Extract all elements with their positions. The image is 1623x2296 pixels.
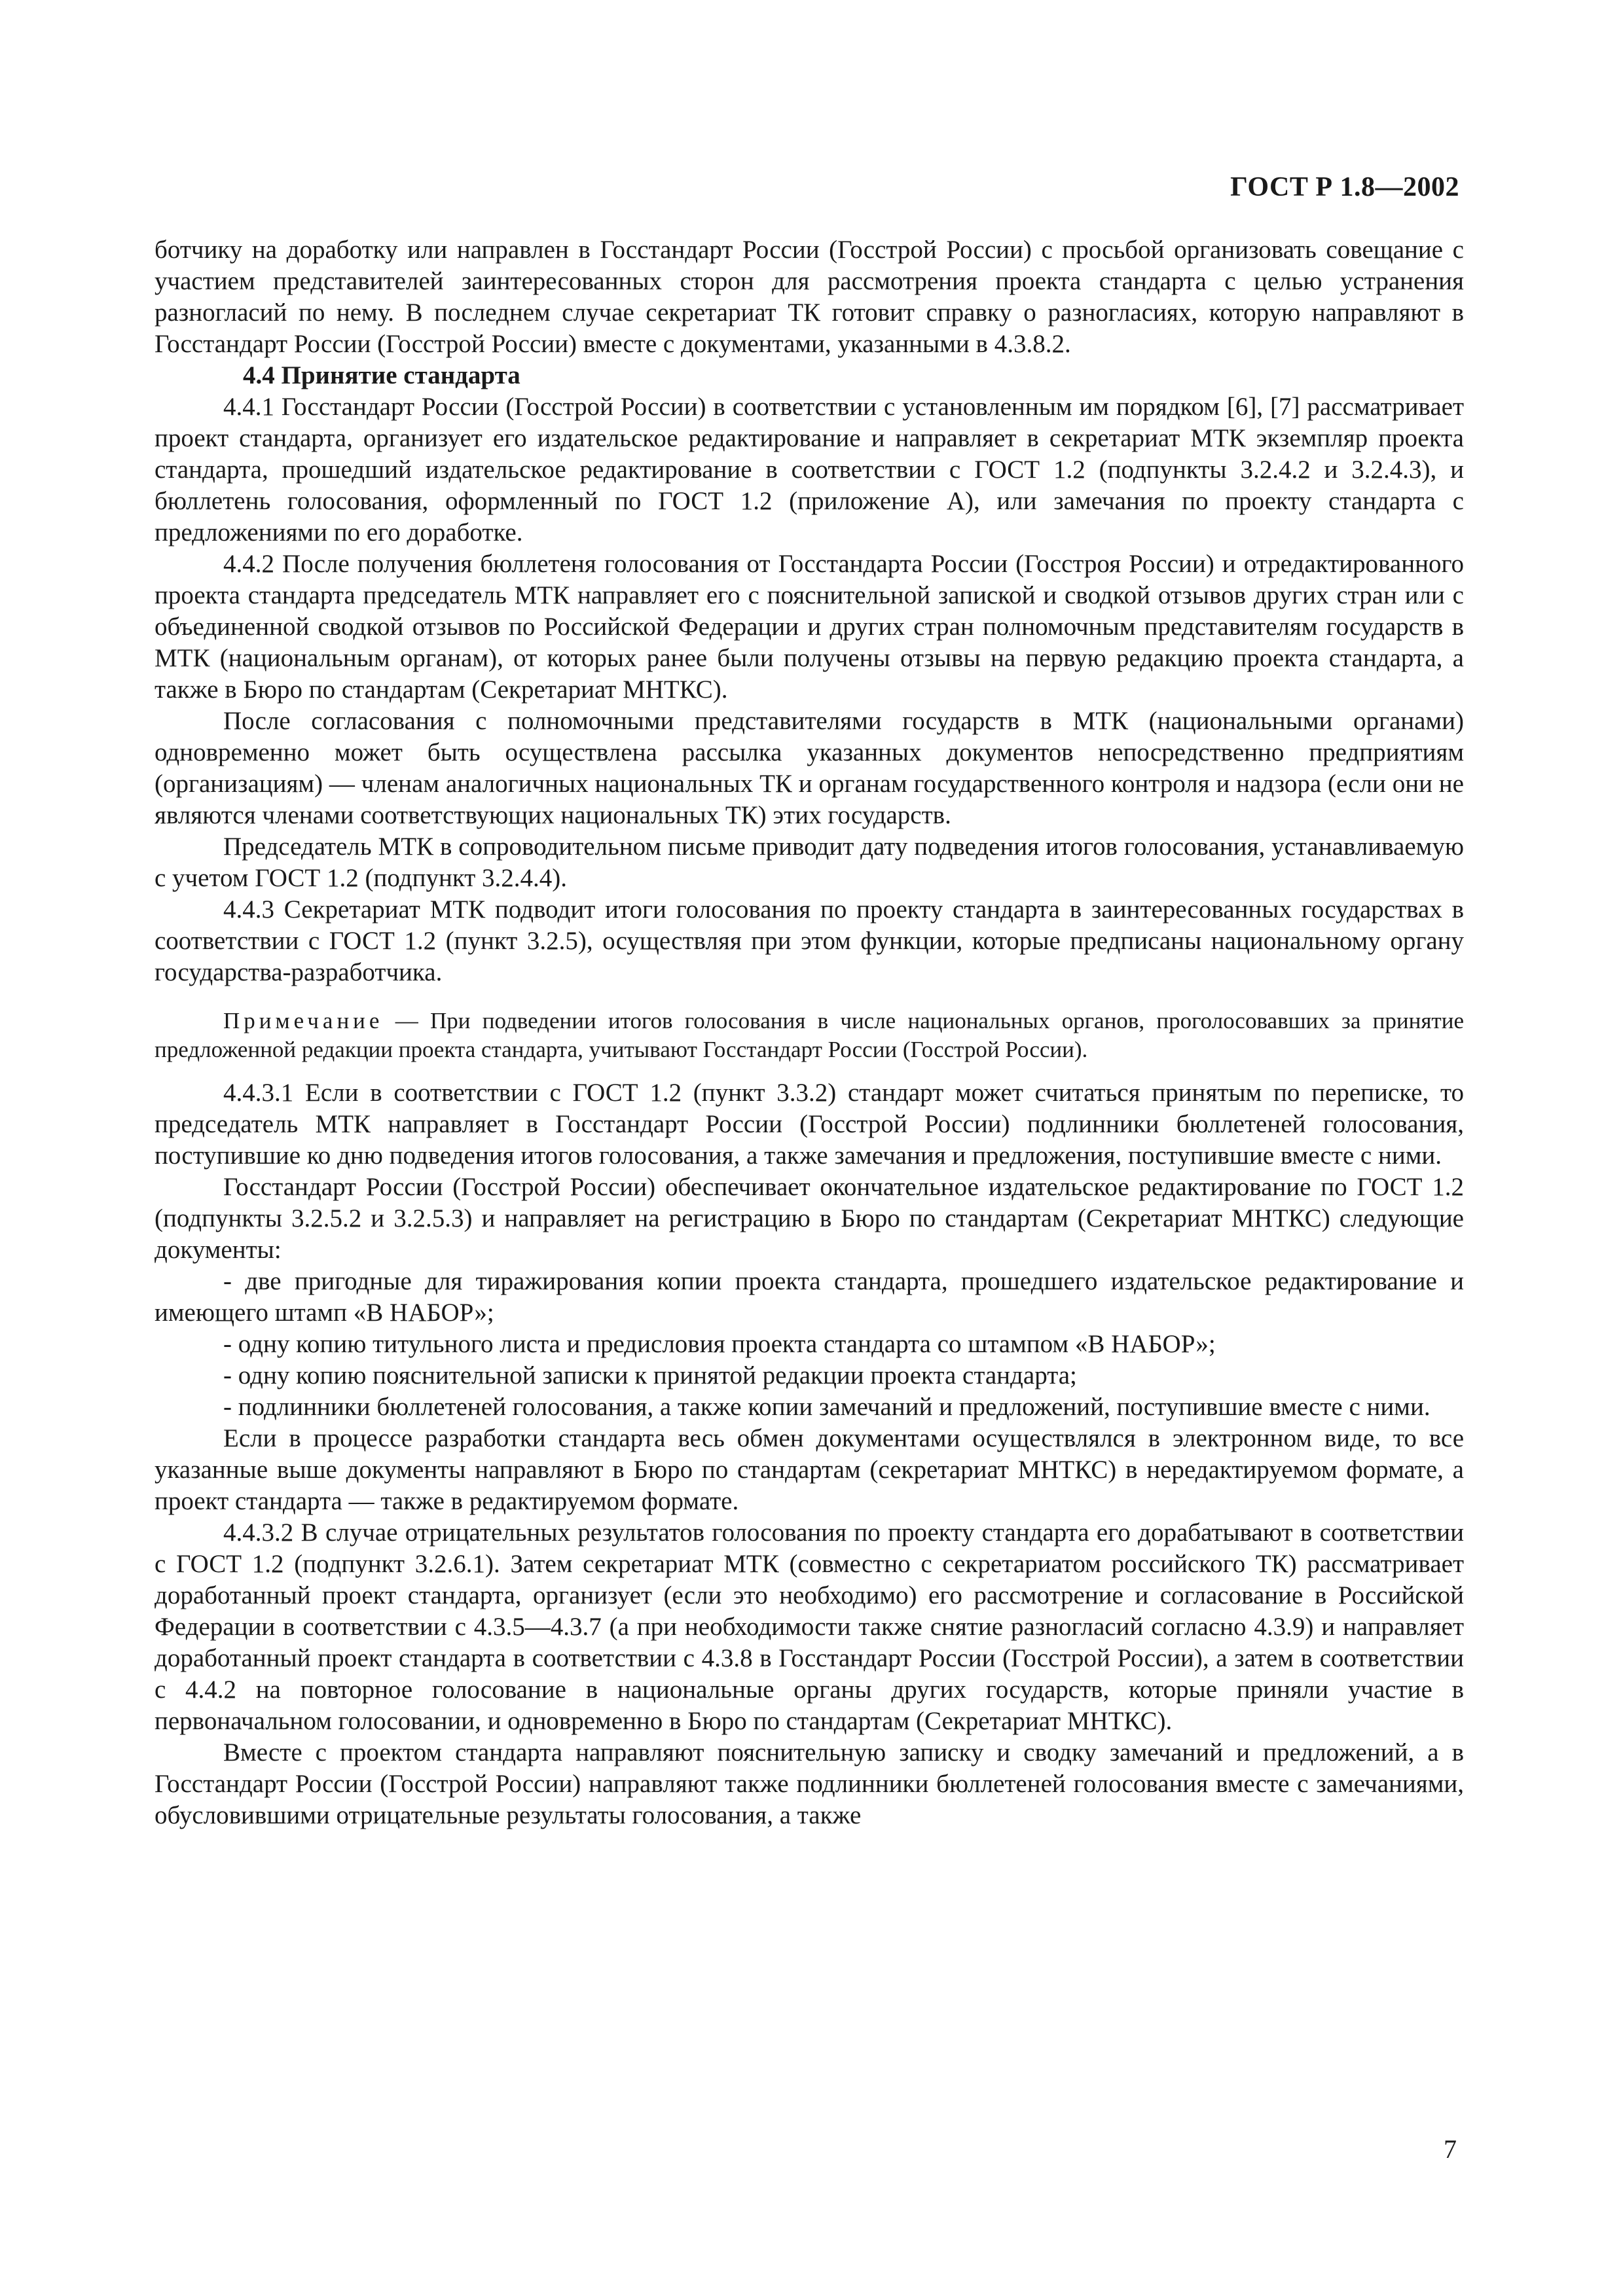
paragraph-4-4-3-1-electronic: Если в процессе разработки стандарта весь обмен документами осуществлялся в электронном виде, то все указанные выше документы направляют в Бюро по стандартам (секретариат МНТКС) в нередактируемом формате, а проект стандарта — также в редактируемом формате.: [155, 1424, 1464, 1515]
section-heading: 4.4 Принятие стандарта: [243, 361, 520, 389]
paragraph-4-4-1: 4.4.1 Госстандарт России (Госстрой России) в соответствии с установленным им порядком [6], [7] рассматривает проект стандарта, организует его издательское редактирование и направляет в секретариат МТК экземпляр проекта стандарта, прошедший издательское редактирование в соответствии с ГОСТ 1.2 (подпункты 3.2.4.2 и 3.2.4.3), и бюллетень голосования, оформленный по ГОСТ 1.2 (приложение А), или замечания по проекту стандарта с предложениями по его доработке.: [155, 393, 1464, 547]
note-label: Примечание: [223, 1008, 384, 1033]
list-item-ballots: - подлинники бюллетеней голосования, а также копии замечаний и предложений, поступившие вместе с ними.: [223, 1393, 1431, 1421]
paragraph-continuation: ботчику на доработку или направлен в Госстандарт России (Госстрой России) с просьбой организовать совещание с участием представителей заинтересованных сторон для рассмотрения проекта стандарта с целью устранения разногласий по нему. В последнем случае секретариат ТК готовит справку о разногласиях, которую направляют в Госстандарт России (Госстрой России) вместе с документами, указанными в 4.3.8.2.: [155, 236, 1464, 358]
paragraph-4-4-3-2: 4.4.3.2 В случае отрицательных результатов голосования по проекту стандарта его дорабатывают в соответствии с ГОСТ 1.2 (подпункт 3.2.6.1). Затем секретариат МТК (совместно с секретариатом российского ТК) рассматривает доработанный проект стандарта, организует (если это необходимо) его рассмотрение и согласование в Российской Федерации в соответствии с 4.3.5—4.3.7 (а при необходимости также снятие разногласий согласно 4.3.9) и направляет доработанный проект стандарта в соответствии с 4.3.8 в Госстандарт России (Госстрой России), а затем в соответствии с 4.4.2 на повторное голосование в национальные органы других государств, которые приняли участие в первоначальном голосовании, и одновременно в Бюро по стандартам (Секретариат МНТКС).: [155, 1518, 1464, 1735]
paragraph-4-4-2-chairman: Председатель МТК в сопроводительном письме приводит дату подведения итогов голосования, устанавливаемую с учетом ГОСТ 1.2 (подпункт 3.2.4.4).: [155, 833, 1464, 892]
paragraph-4-4-3-1-gosstandart: Госстандарт России (Госстрой России) обеспечивает окончательное издательское редактирование по ГОСТ 1.2 (подпункты 3.2.5.2 и 3.2.5.3) и направляет на регистрацию в Бюро по стандартам (Секретариат МНТКС) следующие документы:: [155, 1173, 1464, 1264]
list-item-title-page: - одну копию титульного листа и предисловия проекта стандарта со штампом «В НАБОР»;: [223, 1330, 1216, 1358]
paragraph-4-4-3: 4.4.3 Секретариат МТК подводит итоги голосования по проекту стандарта в заинтересованных государствах в соответствии с ГОСТ 1.2 (пункт 3.2.5), осуществляя при этом функции, которые предписаны национальному органу государства-разработчика.: [155, 895, 1464, 986]
document-body: [155, 234, 1464, 1831]
note-text: — При подведении итогов голосования в числе национальных органов, проголосовавших за принятие предложенной редакции проекта стандарта, учитывают Госстандарт России (Госстрой России).: [155, 1008, 1464, 1062]
paragraph-4-4-3-1: 4.4.3.1 Если в соответствии с ГОСТ 1.2 (пункт 3.3.2) стандарт может считаться принятым по переписке, то председатель МТК направляет в Госстандарт России (Госстрой России) подлинники бюллетеней голосования, поступившие ко дню подведения итогов голосования, а также замечания и предложения, поступившие вместе с ними.: [155, 1079, 1464, 1170]
document-code-header: ГОСТ Р 1.8—2002: [1230, 172, 1459, 202]
note-block: [155, 1007, 1464, 1064]
paragraph-4-4-3-2-together: Вместе с проектом стандарта направляют пояснительную записку и сводку замечаний и предложений, а в Госстандарт России (Госстрой России) направляют также подлинники бюллетеней голосования вместе с замечаниями, обусловившими отрицательные результаты голосования, а также: [155, 1738, 1464, 1829]
page-number: 7: [1444, 2134, 1457, 2164]
list-item-copies: - две пригодные для тиражирования копии проекта стандарта, прошедшего издательское редактирование и имеющего штамп «В НАБОР»;: [155, 1267, 1464, 1327]
paragraph-4-4-2-agreement: После согласования с полномочными представителями государств в МТК (национальными органами) одновременно может быть осуществлена рассылка указанных документов непосредственно предприятиям (организациям) — членам аналогичных национальных ТК и органам государственного контроля и надзора (если они не являются членами соответствующих национальных ТК) этих государств.: [155, 707, 1464, 829]
paragraph-4-4-2: 4.4.2 После получения бюллетеня голосования от Госстандарта России (Госстроя России) и отредактированного проекта стандарта председатель МТК направляет его с пояснительной запиской и сводкой отзывов других стран или с объединенной сводкой отзывов по Российской Федерации и других стран полномочным представителям государств в МТК (национальным органам), от которых ранее были получены отзывы на первую редакцию проекта стандарта, а также в Бюро по стандартам (Секретариат МНТКС).: [155, 550, 1464, 704]
list-item-explanatory-note: - одну копию пояснительной записки к принятой редакции проекта стандарта;: [223, 1361, 1077, 1390]
